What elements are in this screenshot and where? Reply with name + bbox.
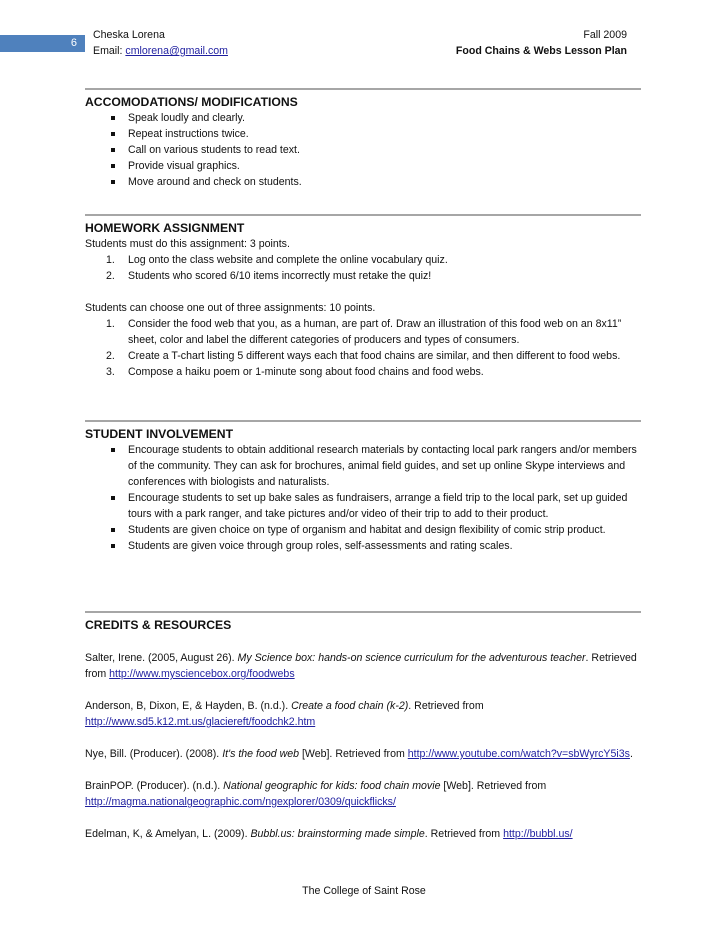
reference-entry [85, 778, 641, 810]
list-item [85, 364, 641, 380]
involvement-list [85, 442, 641, 554]
choice-assignment-list [85, 316, 641, 380]
list-item: Speak loudly and clearly. [85, 110, 641, 126]
divider [85, 611, 641, 613]
reference-entry [85, 698, 641, 730]
email-line [93, 43, 228, 59]
divider [85, 214, 641, 216]
reference-end: . [629, 748, 633, 760]
reference-retrieved: . Retrieved from [408, 700, 484, 712]
homework-intro-choice: Students can choose one out of three assignments: 10 points. [85, 302, 376, 314]
reference-authors: Edelman, K, & Amelyan, L. (2009). [85, 828, 251, 840]
reference-entry [85, 746, 641, 762]
page-number-tab: 6 [0, 35, 85, 52]
list-item [85, 316, 641, 348]
item-text: Log onto the class website and complete the online vocabulary quiz. [128, 254, 448, 266]
item-text: Compose a haiku poem or 1-minute song about food chains and food webs. [128, 366, 484, 378]
reference-link[interactable]: http://bubbl.us/ [503, 828, 573, 840]
reference-entry [85, 826, 641, 842]
reference-authors: BrainPOP. (Producer). (n.d.). [85, 780, 224, 792]
reference-title: It's the food web [222, 748, 300, 760]
list-item: Move around and check on students. [85, 174, 641, 190]
reference-retrieved: . Retrieved from [424, 828, 504, 840]
list-item [85, 348, 641, 364]
page-footer: The College of Saint Rose [302, 885, 426, 897]
doc-title: Food Chains & Webs Lesson Plan [455, 45, 627, 57]
accommodations-list [85, 110, 641, 190]
homework-section [85, 214, 641, 380]
list-item: Students are given voice through group roles, self-assessments and rating scales. [85, 538, 641, 554]
item-text: Create a T-chart listing 5 different ways each that food chains are similar, and then different to food webs. [128, 350, 621, 362]
item-number: 3. [106, 366, 115, 378]
reference-authors: Salter, Irene. (2005, August 26). [85, 652, 238, 664]
list-item [85, 252, 641, 268]
item-text: Students who scored 6/10 items incorrectly must retake the quiz! [128, 270, 432, 282]
reference-title: Bubbl.us: brainstorming made simple [250, 828, 425, 840]
reference-link[interactable]: http://www.youtube.com/watch?v=sbWyrcY5i3s [407, 748, 630, 760]
email-link[interactable]: cmlorena@gmail.com [125, 45, 228, 57]
item-number: 2. [106, 350, 115, 362]
involvement-section [85, 420, 641, 554]
item-text: Consider the food web that you, as a human, are part of. Draw an illustration of this food web on an 8x11” sheet, color and label the different categories of producers and types of consumers. [128, 318, 622, 346]
reference-retrieved: [Web]. Retrieved from [440, 780, 547, 792]
list-item: Students are given choice on type of organism and habitat and design flexibility of comic strip product. [85, 522, 641, 538]
header-left [93, 27, 228, 59]
item-number: 1. [106, 318, 115, 330]
section-heading: STUDENT INVOLVEMENT [85, 427, 234, 441]
credits-section [85, 611, 641, 858]
reference-list [85, 650, 641, 842]
author-name: Cheska Lorena [93, 29, 165, 41]
divider [85, 420, 641, 422]
list-item: Repeat instructions twice. [85, 126, 641, 142]
reference-authors: Anderson, B, Dixon, E, & Hayden, B. (n.d.). [85, 700, 292, 712]
list-item: Call on various students to read text. [85, 142, 641, 158]
list-item: Encourage students to set up bake sales as fundraisers, arrange a field trip to the local park, set up guided tours with a park ranger, and take pictures and/or video of their trip to add to their product. [85, 490, 641, 522]
homework-intro-required: Students must do this assignment: 3 points. [85, 238, 290, 250]
list-item: Encourage students to obtain additional research materials by contacting local park rangers and/or members of the community. They can ask for brochures, animal field guides, and set up online Skype interviews and conferences with biologists and naturalists. [85, 442, 641, 490]
reference-retrieved: . Retrieved from [85, 652, 637, 680]
reference-link[interactable]: http://www.sd5.k12.mt.us/glaciereft/foodchk2.htm [85, 716, 316, 728]
section-heading: ACCOMODATIONS/ MODIFICATIONS [85, 95, 298, 109]
reference-title: National geographic for kids: food chain movie [223, 780, 441, 792]
accommodations-section [85, 88, 641, 190]
reference-link[interactable]: http://www.mysciencebox.org/foodwebs [109, 668, 295, 680]
divider [85, 88, 641, 90]
email-label: Email: [93, 45, 126, 57]
reference-title: My Science box: hands-on science curriculum for the adventurous teacher [237, 652, 586, 664]
section-heading: CREDITS & RESOURCES [85, 618, 232, 632]
term: Fall 2009 [583, 29, 627, 41]
reference-authors: Nye, Bill. (Producer). (2008). [85, 748, 223, 760]
list-item: Provide visual graphics. [85, 158, 641, 174]
required-assignment-list [85, 252, 641, 284]
reference-entry [85, 650, 641, 682]
section-heading: HOMEWORK ASSIGNMENT [85, 221, 245, 235]
reference-title: Create a food chain (k-2) [291, 700, 409, 712]
reference-retrieved: [Web]. Retrieved from [299, 748, 408, 760]
list-item [85, 268, 641, 284]
reference-link[interactable]: http://magma.nationalgeographic.com/ngexplorer/0309/quickflicks/ [85, 796, 396, 808]
item-number: 2. [106, 270, 115, 282]
header-right [456, 27, 627, 59]
item-number: 1. [106, 254, 115, 266]
